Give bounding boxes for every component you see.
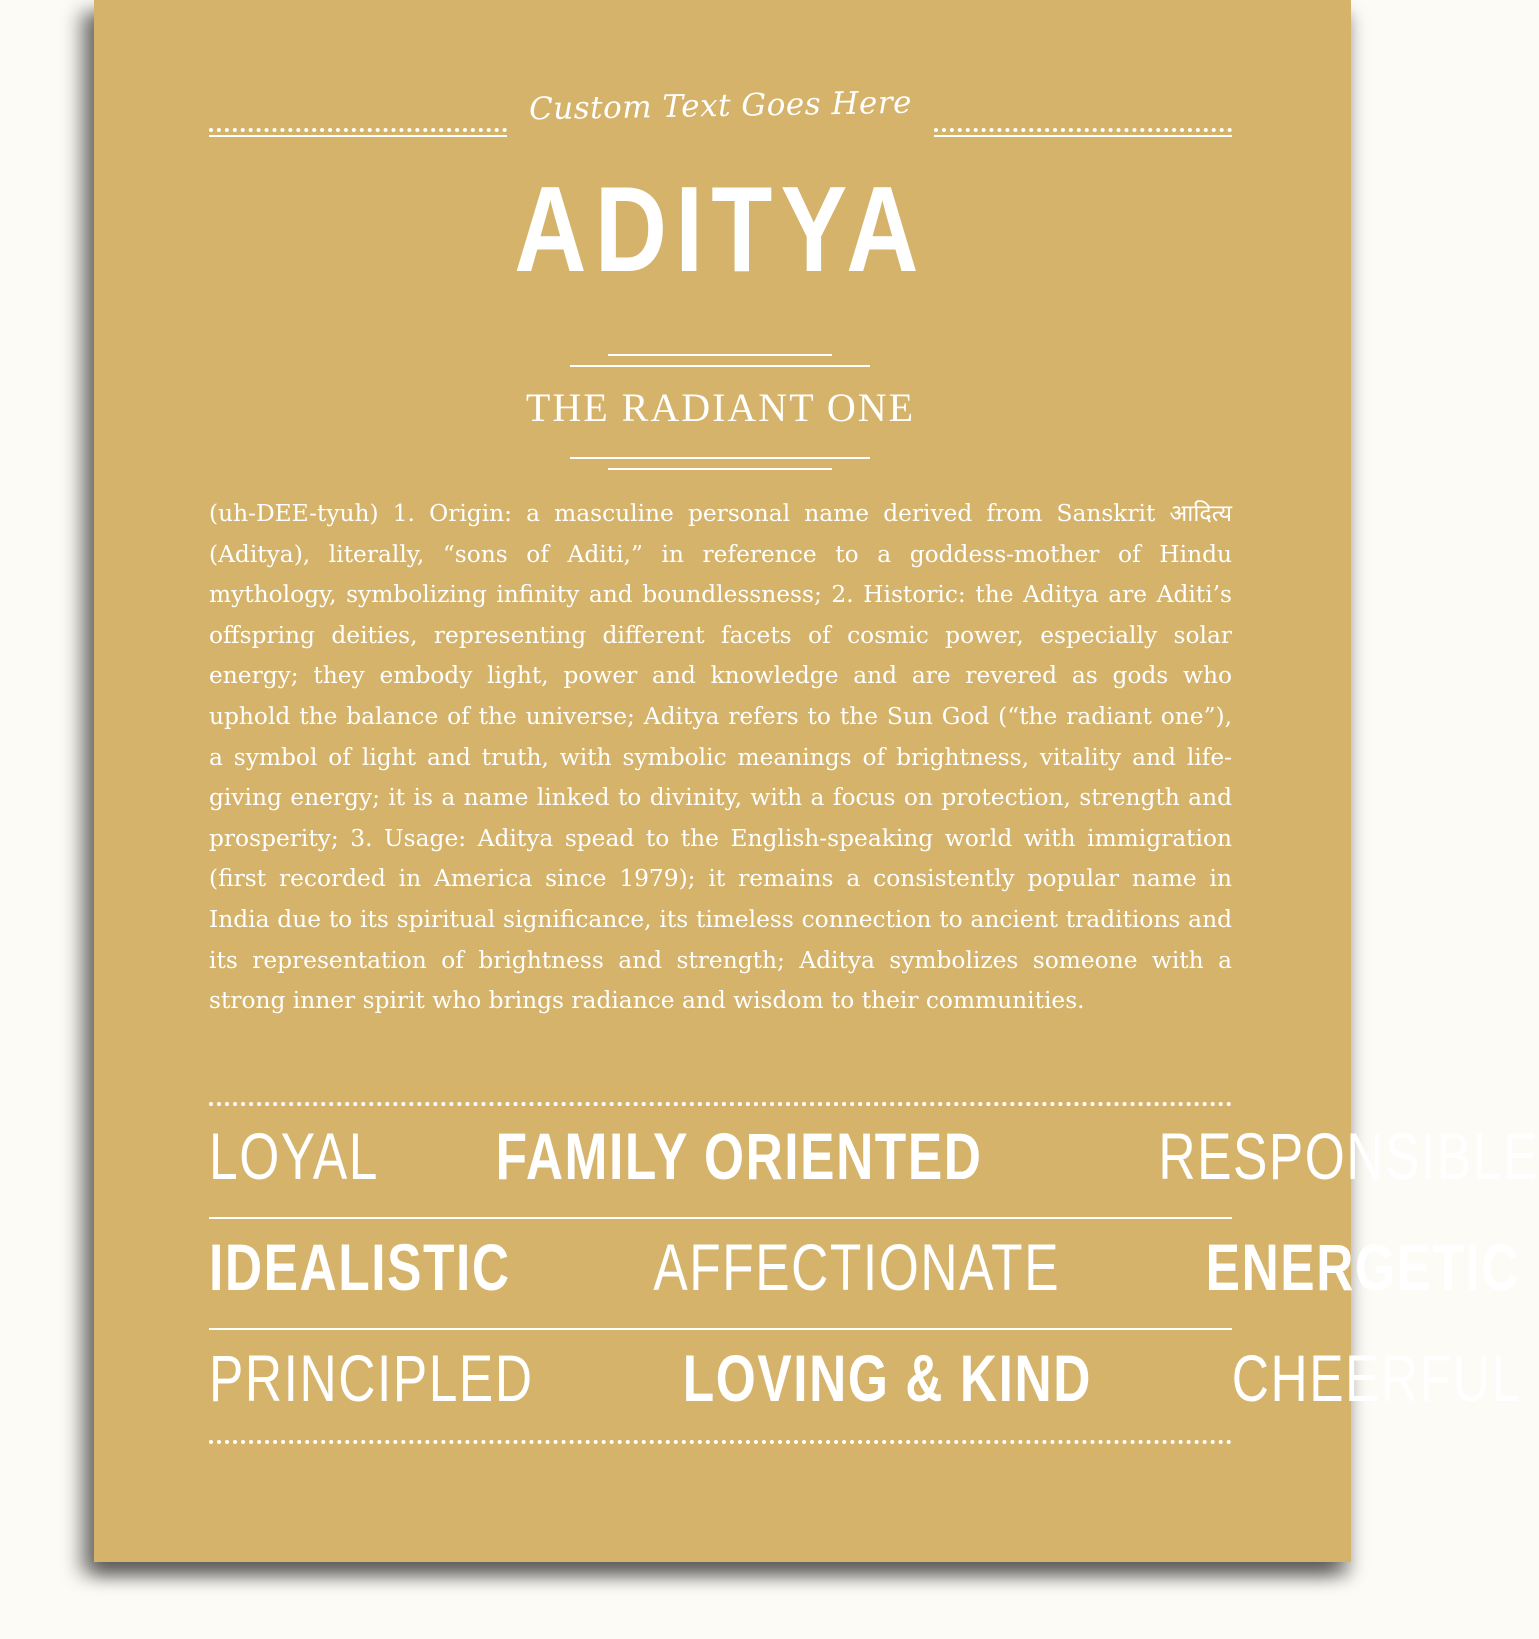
trait-row-divider-1 (209, 1217, 1232, 1219)
custom-text: Custom Text Goes Here (528, 84, 913, 128)
trait-row-3 (209, 1340, 1522, 1416)
poster-content (209, 0, 1539, 1562)
traits-bottom-dotted-divider (209, 1440, 1232, 1444)
trait-responsible: RESPONSIBLE (1158, 1119, 1539, 1193)
trait-affectionate: AFFECTIONATE (653, 1230, 1060, 1304)
name-title: ADITYA (514, 161, 927, 297)
trait-energetic: ENERGETIC (1205, 1230, 1521, 1304)
trait-row-2 (209, 1229, 1521, 1305)
trait-loyal: LOYAL (209, 1119, 379, 1193)
name-meaning: THE RADIANT ONE (525, 385, 916, 430)
name-poster (94, 0, 1539, 1562)
meaning-rule-short (608, 468, 832, 470)
trait-row-divider-2 (209, 1328, 1232, 1330)
right-dotted-divider (934, 128, 1232, 132)
traits-top-dotted-divider (209, 1102, 1232, 1106)
trait-principled: PRINCIPLED (209, 1341, 534, 1415)
trait-loving-kind: LOVING & KIND (682, 1341, 1093, 1415)
name-rule-long (570, 365, 870, 367)
trait-idealistic: IDEALISTIC (209, 1230, 511, 1304)
trait-family-oriented: FAMILY ORIENTED (495, 1119, 983, 1193)
meaning-rule-long (570, 457, 870, 459)
trait-row-1 (209, 1118, 1539, 1194)
name-rule-short (608, 354, 832, 356)
left-divider-underline (209, 135, 507, 137)
trait-cheerful: CHEERFUL (1231, 1341, 1522, 1415)
right-divider-underline (934, 135, 1232, 137)
name-definition: (uh-DEE-tyuh) 1. Origin: a masculine personal name derived from Sanskrit आदित्य (Aditya), literally, “sons of Aditi,” in reference to a goddess-mother of Hindu mythology, symbolizing infinity and boundlessness; 2. Historic: the Aditya are Aditi’s offspring deities, representing different facets of cosmic power, especially solar energy; they embody light, power and knowledge and are revered as gods who uphold the balance of the universe; Aditya refers to the Sun God (“the radiant one”), a symbol of light and truth, with symbolic meanings of brightness, vitality and life-giving energy; it is a name linked to divinity, with a focus on protection, strength and prosperity; 3. Usage: Aditya spead to the English-speaking world with immigration (first recorded in America since 1979); it remains a consistently popular name in India due to its spiritual significance, its timeless connection to ancient traditions and its representation of brightness and strength; Aditya symbolizes someone with a strong inner spirit who brings radiance and wisdom to their communities. (209, 500, 1232, 1015)
